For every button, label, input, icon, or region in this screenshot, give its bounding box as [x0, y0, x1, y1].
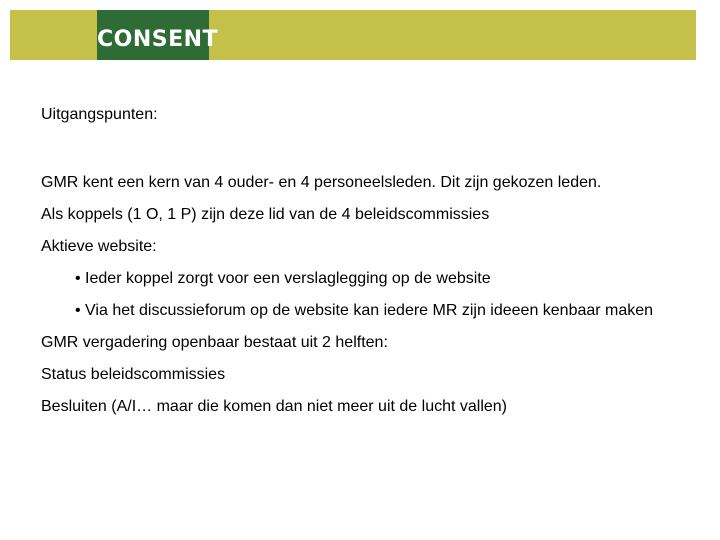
bullet-item: • Via het discussieforum op de website kan iedere MR zijn ideeen kenbaar maken: [75, 302, 654, 319]
slide-content: [41, 105, 681, 429]
consent-logo: [97, 10, 219, 60]
text-line: GMR kent een kern van 4 ouder- en 4 personeelsleden. Dit zijn gekozen leden.: [41, 174, 602, 191]
slide-heading: Uitgangspunten:: [41, 106, 158, 123]
bullet-item: • Ieder koppel zorgt voor een verslaglegging op de website: [75, 270, 491, 287]
logo-text: CONSENT: [97, 27, 219, 52]
text-line: Als koppels (1 O, 1 P) zijn deze lid van de 4 beleidscommissies: [41, 206, 490, 223]
text-line: Aktieve website:: [41, 238, 157, 255]
text-line: Besluiten (A/I… maar die komen dan niet meer uit de lucht vallen): [41, 398, 508, 415]
text-line: GMR vergadering openbaar bestaat uit 2 helften:: [41, 334, 388, 351]
text-line: Status beleidscommissies: [41, 366, 226, 383]
